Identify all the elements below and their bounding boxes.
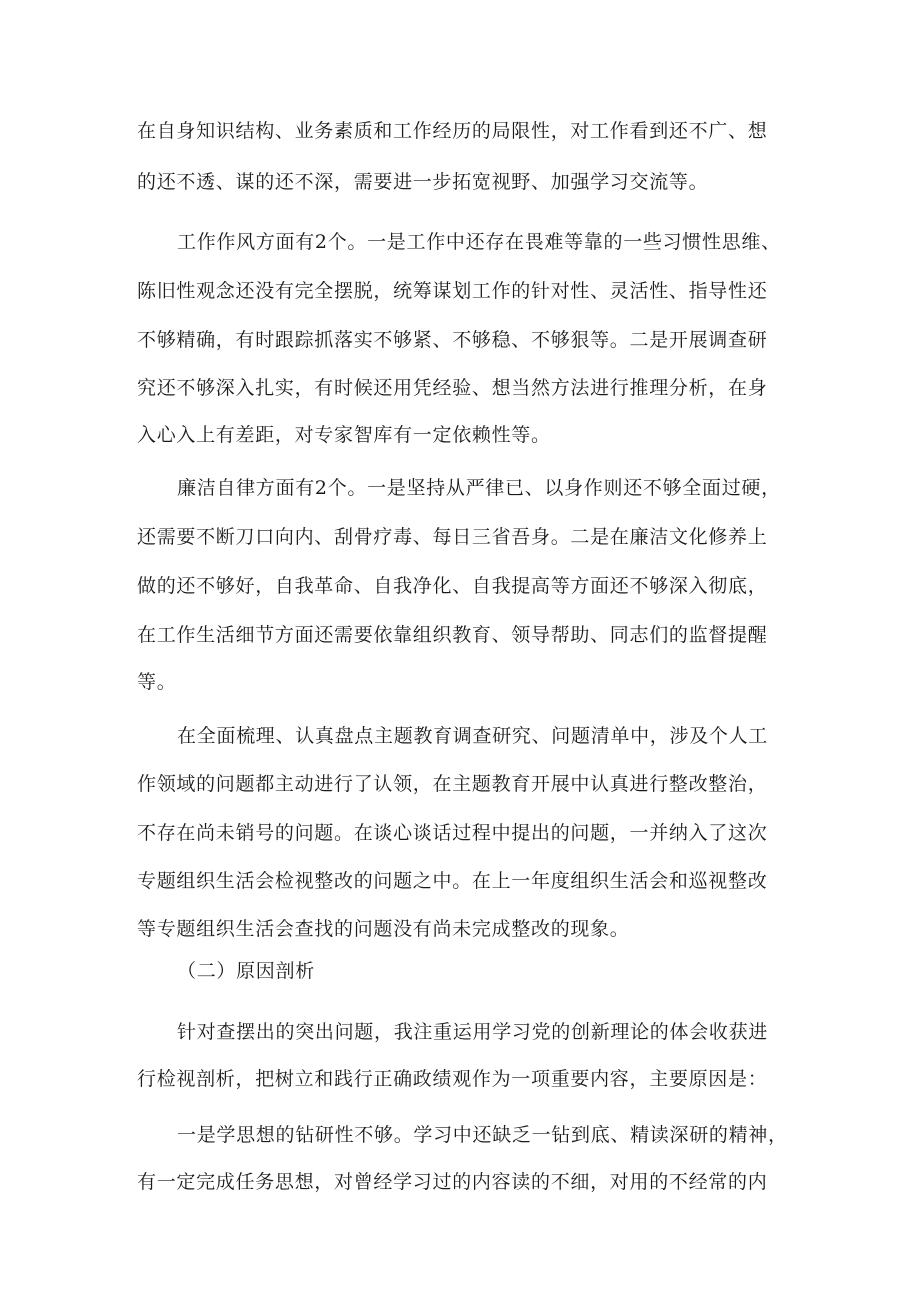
p4-line-1: 在全面梳理、认真盘点主题教育调查研究、问题清单中，涉及个人工 <box>177 725 769 747</box>
p3-line-2: 还需要不断刀口向内、刮骨疗毒、每日三省吾身。二是在廉洁文化修养上 <box>137 526 768 548</box>
p3-line-3: 做的还不够好，自我革命、自我净化、自我提高等方面还不够深入彻底， <box>137 575 768 597</box>
p4-line-5: 等专题组织生活会查找的问题没有尚未完成整改的现象。 <box>137 918 630 940</box>
p2-line-4: 究还不够深入扎实，有时候还用凭经验、想当然方法进行推理分析，在身 <box>137 377 768 399</box>
p5-line-1: 针对查摆出的突出问题，我注重运用学习党的创新理论的体会收获进 <box>177 1021 769 1043</box>
p4-line-4: 专题组织生活会检视整改的问题之中。在上一年度组织生活会和巡视整改 <box>137 870 768 892</box>
p6-line-1: 一是学思想的钻研性不够。学习中还缺乏一钻到底、精读深研的精神， <box>177 1124 788 1146</box>
p4-line-3: 不存在尚未销号的问题。在谈心谈话过程中提出的问题，一并纳入了这次 <box>137 822 768 844</box>
p1-line-1: 在自身知识结构、业务素质和工作经历的局限性，对工作看到还不广、想 <box>137 120 768 142</box>
p4-line-2: 作领域的问题都主动进行了认领，在主题教育开展中认真进行整改整治， <box>137 773 768 795</box>
section-heading: （二）原因剖析 <box>177 960 315 982</box>
p3-line-1: 廉洁自律方面有2个。一是坚持从严律已、以身作则还不够全面过硬， <box>177 477 781 499</box>
p6-line-2: 有一定完成任务思想，对曾经学习过的内容读的不细，对用的不经常的内 <box>137 1171 768 1193</box>
p3-line-5: 等。 <box>137 671 177 693</box>
p2-line-3: 不够精确，有时跟踪抓落实不够紧、不够稳、不够狠等。二是开展调查研 <box>137 329 768 351</box>
p2-line-5: 入心入上有差距，对专家智库有一定依赖性等。 <box>137 424 551 446</box>
p2-line-1: 工作作风方面有2个。一是工作中还存在畏难等靠的一些习惯性思维、 <box>177 231 781 253</box>
p1-line-2: 的还不透、谋的还不深，需要进一步拓宽视野、加强学习交流等。 <box>137 171 709 193</box>
p2-line-2: 陈旧性观念还没有完全摆脱，统筹谋划工作的针对性、灵活性、指导性还 <box>137 280 768 302</box>
p3-line-4: 在工作生活细节方面还需要依靠组织教育、领导帮助、同志们的监督提醒 <box>137 624 768 646</box>
p5-line-2: 行检视剖析，把树立和践行正确政绩观作为一项重要内容，主要原因是： <box>137 1068 768 1090</box>
